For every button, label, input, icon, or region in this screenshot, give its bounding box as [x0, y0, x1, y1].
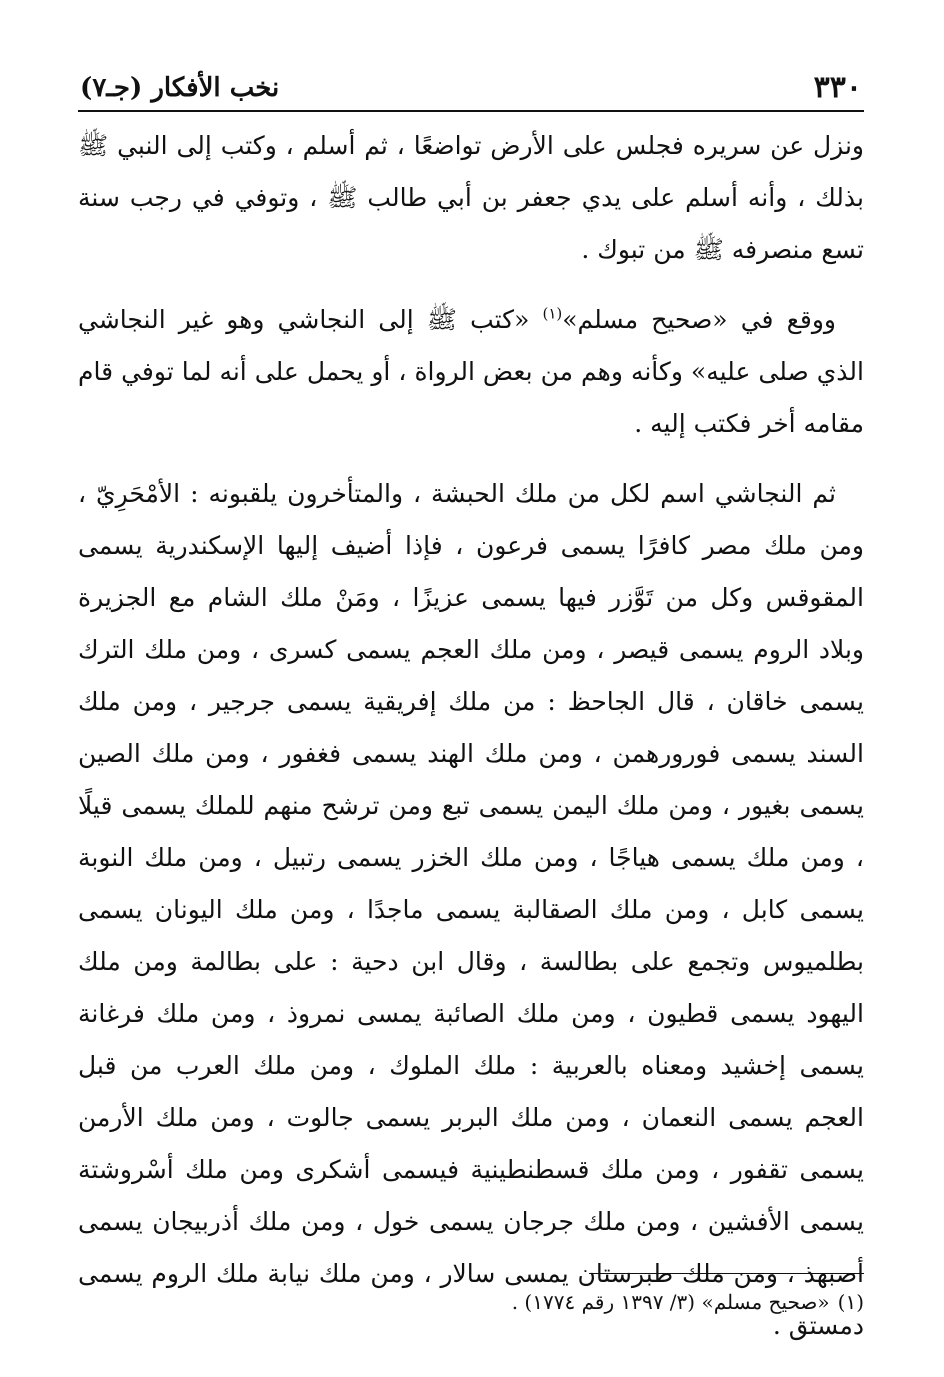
footnote-number: (١) [837, 1290, 864, 1314]
body-text [78, 120, 864, 1352]
page-number: ٣٣٠ [813, 70, 862, 105]
header-rule [78, 110, 864, 112]
footnote-rule [589, 1273, 864, 1274]
footnote [78, 1284, 864, 1320]
footnote-reference[interactable]: (١) [542, 304, 563, 323]
footnote-text: «صحيح مسلم» (٣/ ١٣٩٧ رقم ١٧٧٤) . [511, 1290, 830, 1314]
paragraph-3 [78, 468, 864, 1352]
paragraph-2-text-before: ووقع في «صحيح مسلم» [562, 305, 836, 334]
paragraph-2 [78, 294, 864, 450]
paragraph-1-text: ونزل عن سريره فجلس على الأرض تواضعًا ، ثم أسلم ، وكتب إلى النبي ﷺ بذلك ، وأنه أسلم على يدي جعفر بن أبي طالب ﷺ ، وتوفي في رجب سنة تسع منصرفه ﷺ من تبوك . [78, 131, 864, 264]
paragraph-2-text-after: «كتب ﷺ إلى النجاشي وهو غير النجاشي الذي صلى عليه» وكأنه وهم من بعض الرواة ، أو يحمل على أنه لما توفي قام مقامه أخر فكتب إليه . [78, 305, 864, 438]
paragraph-3-text: ثم النجاشي اسم لكل من ملك الحبشة ، والمتأخرون يلقبونه : الأمْحَرِيّ ، ومن ملك مصر كافرًا يسمى فرعون ، فإذا أضيف إليها الإسكندرية يسمى المقوقس وكل من تَوَّزر فيها يسمى عزيزًا ، ومَنْ ملك الشام مع الجزيرة وبلاد الروم يسمى قيصر ، ومن ملك العجم يسمى كسرى ، ومن ملك الترك يسمى خاقان ، قال الجاحظ : من ملك إفريقية يسمى جرجير ، ومن ملك السند يسمى فورورهمن ، ومن ملك الهند يسمى فغفور ، ومن ملك الصين يسمى بغيور ، ومن ملك اليمن يسمى تبع ومن ترشح منهم للملك يسمى قيلًا ، ومن ملك يسمى هياجًا ، ومن ملك الخزر يسمى رتبيل ، ومن ملك النوبة يسمى كابل ، ومن ملك الصقالبة يسمى ماجدًا ، ومن ملك اليونان يسمى بطلميوس وتجمع على بطالسة ، وقال ابن دحية : على بطالمة ومن ملك اليهود يسمى قطيون ، ومن ملك الصائبة يمسى نمروذ ، ومن ملك فرغانة يسمى إخشيد ومعناه بالعربية : ملك الملوك ، ومن ملك العرب من قبل العجم يسمى النعمان ، ومن ملك البربر يسمى جالوت ، ومن ملك الأرمن يسمى تقفور ، ومن ملك قسطنطينية فيسمى أشكرى ومن ملك أسْروشتة يسمى الأفشين ، ومن ملك جرجان يسمى خول ، ومن ملك أذربيجان يسمى أصبهذ ، ومن ملك طبرستان يمسى سالار ، ومن ملك نيابة ملك الروم يسمى دمستق . [78, 479, 864, 1340]
running-title: نخب الأفكار (جـ٧) [80, 73, 280, 103]
paragraph-1 [78, 120, 864, 276]
page-header [80, 62, 862, 106]
